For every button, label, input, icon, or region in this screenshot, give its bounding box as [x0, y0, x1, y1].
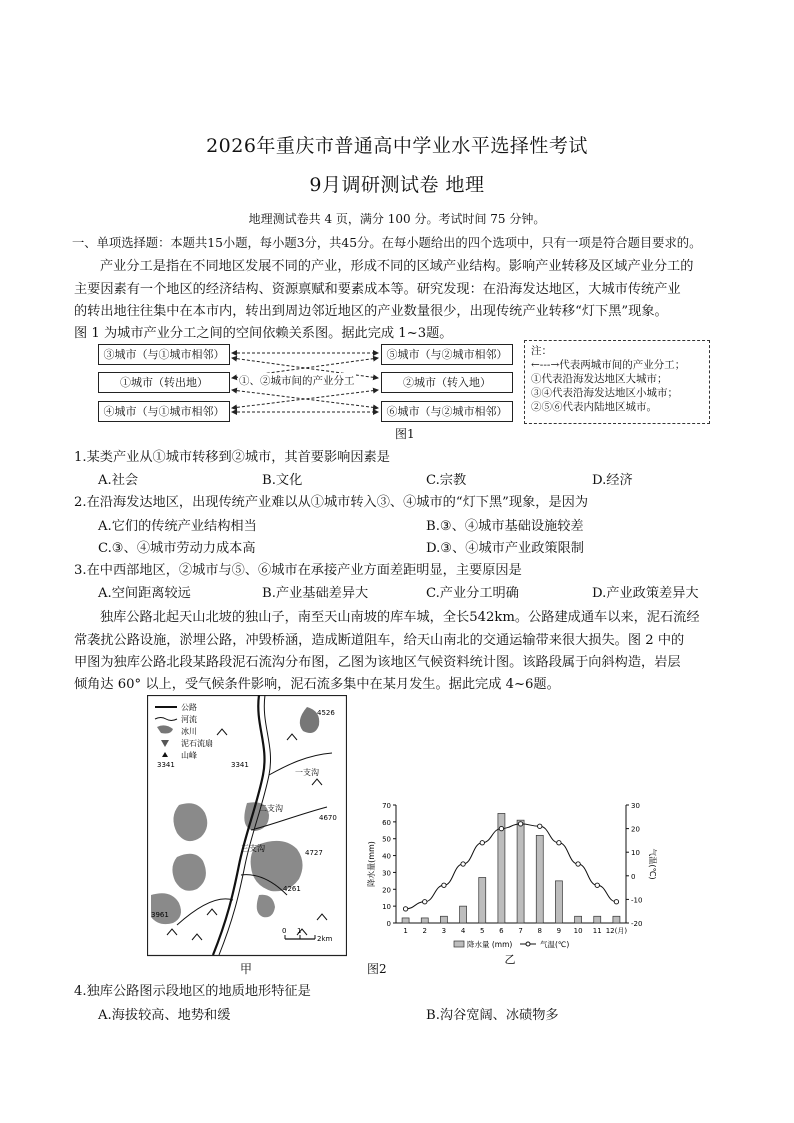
q2-option-b: B.③、④城市基础设施较差 — [426, 519, 584, 534]
temperature-point — [403, 907, 407, 911]
q1-option-a: A.社会 — [98, 473, 139, 488]
city3-box: ③城市（与①城市相邻） — [98, 344, 230, 365]
x-tick-label: 12(月) — [605, 927, 628, 935]
q1-option-d: D.经济 — [592, 473, 633, 488]
fig1-caption: 图1 — [395, 427, 415, 441]
debris-flow-map — [147, 695, 347, 957]
temperature-point — [595, 883, 599, 887]
y-tick-label-left: 10 — [382, 903, 391, 912]
temperature-point — [557, 841, 561, 845]
precipitation-bar — [555, 881, 562, 923]
temperature-point — [538, 824, 542, 828]
y-tick-label-left: 50 — [382, 835, 391, 844]
x-tick-label: 10 — [573, 927, 583, 935]
temperature-point — [614, 900, 618, 904]
precipitation-bar — [440, 916, 447, 923]
legend-glacier: 冰川 — [181, 727, 197, 736]
chart-label: 乙 — [504, 953, 516, 965]
scale-label: 0 — [282, 927, 287, 935]
note-line4: ②⑤⑥代表内陆地区城市。 — [531, 401, 657, 413]
x-tick-label: 4 — [460, 927, 466, 935]
precipitation-bar — [536, 835, 543, 923]
map-label: 甲 — [240, 962, 253, 976]
legend-river: 河流 — [181, 715, 197, 724]
y-tick-label-left: 20 — [382, 886, 391, 895]
legend-road: 公路 — [181, 703, 197, 712]
note-line2: ①代表沿海发达地区大城市； — [531, 373, 668, 385]
fig2-caption: 图2 — [367, 962, 387, 976]
q2-option-a: A.它们的传统产业结构相当 — [98, 519, 257, 534]
passage2-line1: 独库公路北起天山北坡的独山子，南至天山南坡的库车城，全长542km。公路建成通车以来，泥石流经 — [100, 610, 700, 625]
x-tick-label: 7 — [518, 927, 523, 935]
city6-box: ⑥城市（与②城市相邻） — [381, 401, 513, 422]
note-title: 注： — [531, 345, 552, 357]
y-tick-label-right: -10 — [631, 896, 643, 905]
peak-label: 4261 — [283, 885, 301, 893]
note-line1: ←---→代表两城市间的产业分工； — [531, 359, 686, 371]
precipitation-bar — [460, 906, 467, 923]
climate-chart — [360, 795, 660, 965]
temperature-point — [423, 900, 427, 904]
x-tick-label: 8 — [537, 927, 542, 935]
temperature-point — [480, 841, 484, 845]
ditch-label: 三支沟 — [241, 844, 265, 853]
x-tick-label: 5 — [480, 927, 485, 935]
q4-option-b: B.沟谷宽阔、冰碛物多 — [426, 1008, 559, 1023]
peak-label: 3341 — [157, 761, 175, 769]
exam-title: 2026年重庆市普通高中学业水平选择性考试 — [206, 135, 588, 157]
passage2-line4: 倾角达 60° 以上，受气候条件影响，泥石流多集中在某月发生。据此完成 4~6题。 — [74, 677, 560, 692]
temperature-point — [499, 826, 503, 830]
y-tick-label-left: 70 — [382, 802, 391, 810]
q1-option-b: B.文化 — [262, 473, 303, 488]
q3-option-b: B.产业基础差异大 — [262, 586, 369, 601]
y-tick-label-left: 0 — [386, 920, 391, 928]
temperature-line — [406, 824, 617, 909]
passage1-line2: 主要因素有一个地区的经济结构、资源禀赋和要素成本等。研究发现：在沿海发达地区，大城市传统产业 — [74, 282, 681, 297]
passage2-line2: 常袭扰公路设施，淤埋公路，冲毁桥涵，造成断道阻车，给天山南北的交通运输带来很大损失。图 2 中的 — [74, 633, 685, 648]
y-tick-label-left: 60 — [382, 818, 391, 827]
peak-label: 3961 — [151, 911, 169, 919]
q2-option-d: D.③、④城市产业政策限制 — [426, 541, 584, 556]
q3-stem: 3.在中西部地区，②城市与⑤、⑥城市在承接产业方面差距明显，主要原因是 — [74, 563, 522, 578]
passage1-line3: 的转出地往往集中在本市内，转出到周边邻近地区的产业数量很少，出现传统产业转移“灯下黑”现象。 — [74, 304, 668, 319]
x-tick-label: 6 — [499, 927, 504, 935]
x-tick-label: 1 — [403, 927, 408, 935]
note-line3: ③④代表沿海发达地区小城市； — [531, 387, 678, 399]
passage1-line4: 图 1 为城市产业分工之间的空间依赖关系图。据此完成 1~3题。 — [74, 326, 453, 341]
q2-stem: 2.在沿海发达地区，出现传统产业难以从①城市转入③、④城市的“灯下黑”现象，是因为 — [74, 495, 588, 510]
legend-line-marker — [526, 942, 530, 946]
q4-stem: 4.独库公路图示段地区的地质地形特征是 — [74, 984, 311, 999]
y-tick-label-left: 40 — [382, 852, 391, 861]
scale-label: 2km — [317, 935, 333, 943]
precipitation-bar — [594, 916, 601, 923]
q1-option-c: C.宗教 — [426, 473, 467, 488]
city5-box: ⑤城市（与②城市相邻） — [381, 344, 513, 365]
scale-label: 1 — [297, 927, 302, 935]
legend-temperature: 气温(℃) — [540, 940, 570, 949]
q1-stem: 1.某类产业从①城市转移到②城市，其首要影响因素是 — [74, 450, 390, 465]
q3-option-a: A.空间距离较远 — [98, 586, 191, 601]
y-tick-label-right: 20 — [631, 825, 640, 834]
ditch-label: 一支沟 — [295, 768, 319, 777]
x-tick-label: 11 — [592, 927, 602, 935]
passage2-line3: 甲图为独库公路北段某路段泥石流沟分布图，乙图为该地区气候资料统计图。该路段属于向斜构造，岩层 — [74, 655, 681, 670]
legend-bar-swatch — [454, 941, 464, 947]
y-axis-title-right: 气温(℃) — [648, 848, 657, 880]
fig1-note — [524, 340, 710, 424]
precipitation-bar — [402, 918, 409, 923]
y-tick-label-left: 30 — [382, 869, 391, 878]
q3-option-d: D.产业政策差异大 — [592, 586, 699, 601]
temperature-point — [442, 883, 446, 887]
exam-info: 地理测试卷共 4 页，满分 100 分。考试时间 75 分钟。 — [248, 212, 546, 226]
y-tick-label-right: 30 — [631, 802, 640, 810]
y-tick-label-right: -20 — [631, 920, 643, 928]
section-heading: 一、单项选择题：本题共15小题，每小题3分，共45分。在每小题给出的四个选项中，只有一项是符合题目要求的。 — [72, 236, 702, 250]
peak-label: 4727 — [305, 849, 323, 857]
precipitation-bar — [575, 916, 582, 923]
legend-peak: 山峰 — [181, 751, 197, 760]
y-tick-label-right: 10 — [631, 849, 640, 858]
temperature-point — [461, 862, 465, 866]
city1-box: ①城市（转出地） — [98, 372, 230, 393]
y-tick-label-right: 0 — [631, 872, 636, 881]
x-tick-label: 2 — [422, 927, 427, 935]
exam-subtitle: 9月调研测试卷 地理 — [309, 174, 485, 196]
city4-box: ④城市（与①城市相邻） — [98, 401, 230, 422]
x-tick-label: 3 — [441, 927, 447, 935]
legend-debris-fan: 泥石流扇 — [181, 739, 213, 748]
y-axis-title-left: 降水量(mm) — [367, 841, 376, 887]
ditch-label: 二支沟 — [259, 804, 283, 813]
peak-label: 4526 — [317, 709, 335, 717]
precipitation-bar — [421, 918, 428, 923]
q4-option-a: A.海拔较高、地势和缓 — [98, 1008, 231, 1023]
q2-option-c: C.③、④城市劳动力成本高 — [98, 541, 256, 556]
city2-box: ②城市（转入地） — [381, 372, 513, 393]
precipitation-bar — [479, 877, 486, 923]
temperature-point — [576, 862, 580, 866]
passage1-line1: 产业分工是指在不同地区发展不同的产业，形成不同的区域产业结构。影响产业转移及区域产业分工的 — [100, 259, 694, 274]
peak-label: 3341 — [231, 761, 249, 769]
temperature-point — [518, 822, 522, 826]
q3-option-c: C.产业分工明确 — [426, 586, 519, 601]
x-tick-label: 9 — [556, 927, 562, 935]
precipitation-bar — [613, 916, 620, 923]
peak-label: 4670 — [319, 814, 337, 822]
legend-precipitation: 降水量 (mm) — [467, 940, 513, 949]
precipitation-bar — [517, 820, 524, 923]
fig1-middle-label: ①、②城市间的产业分工 — [239, 375, 355, 387]
